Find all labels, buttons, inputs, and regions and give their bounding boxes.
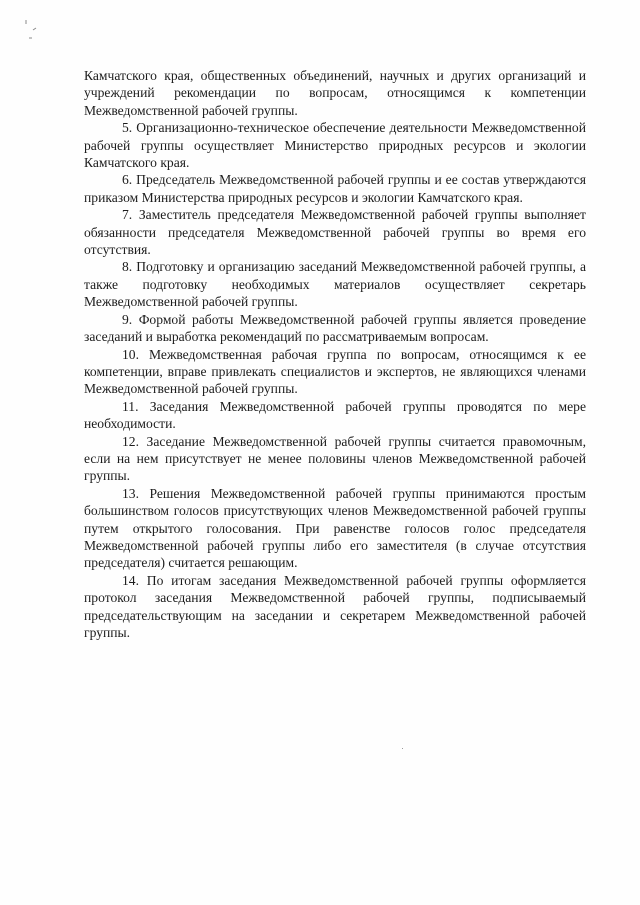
paragraph-7: 7. Заместитель председателя Межведомственной рабочей группы выполняет обязанности председателя Межведомственной рабочей группы во время его отсутствия. [84,207,586,258]
document-body [84,67,586,641]
paragraph-10: 10. Межведомственная рабочая группа по вопросам, относящимся к ее компетенции, вправе привлекать специалистов и экспертов, не являющихся членами Межведомственной рабочей группы. [84,346,586,397]
paragraph-9: 9. Формой работы Межведомственной рабочей группы является проведение заседаний и выработка рекомендаций по рассматриваемым вопросам. [84,311,586,345]
paragraph-14: 14. По итогам заседания Межведомственной рабочей группы оформляется протокол заседания Межведомственной рабочей группы, подписываемый председательствующим на заседании и секретарем Межведомственной рабочей группы. [84,572,586,640]
scan-speck [402,748,403,749]
paragraph-6: 6. Председатель Межведомственной рабочей группы и ее состав утверждаются приказом Министерства природных ресурсов и экологии Камчатского края. [84,172,586,205]
continuation-paragraph: Камчатского края, общественных объединений, научных и других организаций и учреждений рекомендации по вопросам, относящимся к компетенции Межведомственной рабочей группы. [84,68,586,118]
paragraph-8: 8. Подготовку и организацию заседаний Межведомственной рабочей группы, а также подготовку необходимых материалов осуществляет секретарь Межведомственной рабочей группы. [84,259,586,310]
paragraph-13: 13. Решения Межведомственной рабочей группы принимаются простым большинством голосов присутствующих членов Межведомственной рабочей группы путем открытого голосования. При равенстве голосов голос председателя Межведомственной рабочей группы либо его заместителя (в случае отсутствия председателя) считается решающим. [84,485,586,571]
paragraph-12: 12. Заседание Межведомственной рабочей группы считается правомочным, если на нем присутствует не менее половины членов Межведомственной рабочей группы. [84,433,586,484]
paragraph-5: 5. Организационно-техническое обеспечение деятельности Межведомственной рабочей группы осуществляет Министерство природных ресурсов и экологии Камчатского края. [84,120,586,171]
scan-artifact-marks [22,18,42,48]
paragraph-11: 11. Заседания Межведомственной рабочей группы проводятся по мере необходимости. [84,398,586,432]
